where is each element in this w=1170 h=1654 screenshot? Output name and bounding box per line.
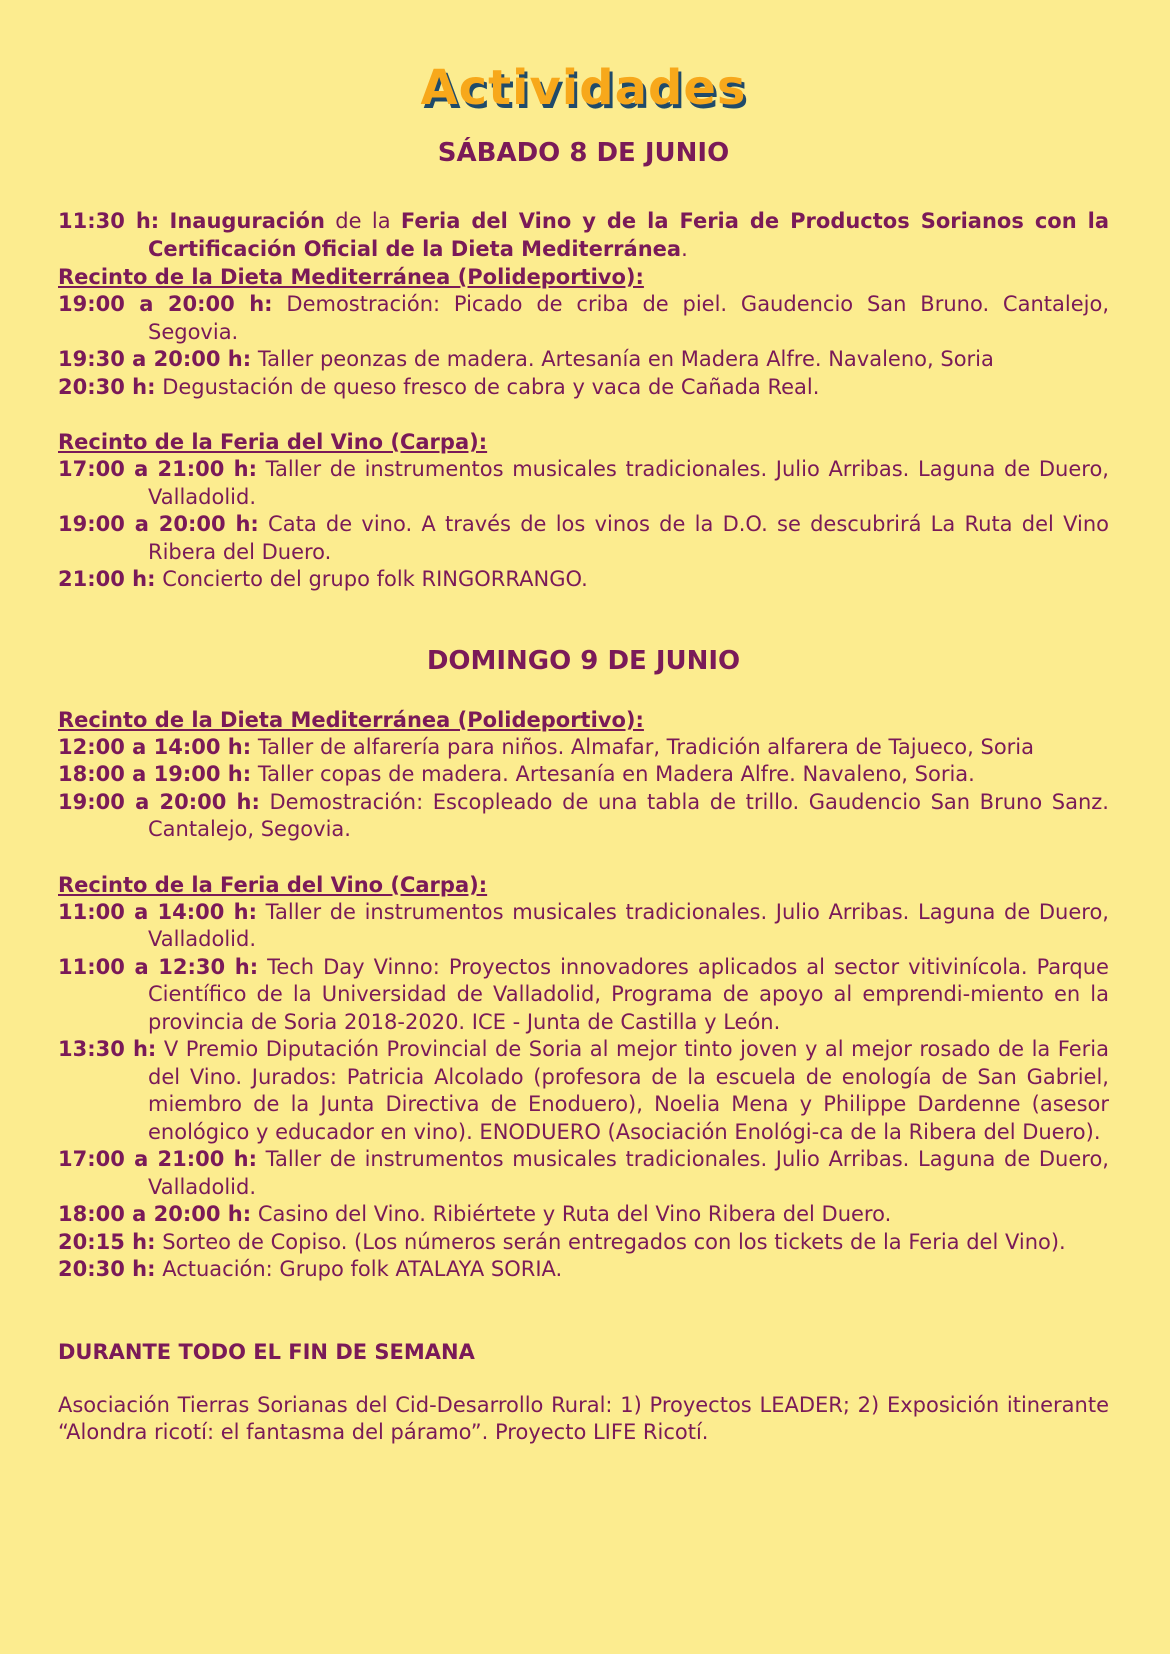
- schedule-entry: [58, 899, 1109, 954]
- entry-text: Casino del Vino. Ribiértete y Ruta del Vino Ribera del Duero.: [251, 1202, 892, 1226]
- entry-time: 19:00 a 20:00 h:: [58, 512, 259, 536]
- inauguration-label: Inauguración: [169, 209, 325, 233]
- entry-time: 17:00 a 21:00 h:: [58, 457, 258, 481]
- weekend-text: Asociación Tierras Sorianas del Cid-Desarrollo Rural: 1) Proyectos LEADER; 2) Exposición itinerante “Alondra ricotí: el fantasma del páramo”. Proyecto LIFE Ricotí.: [58, 1392, 1109, 1444]
- entry-text: V Premio Diputación Provincial de Soria al mejor tinto joven y al mejor rosado de la Feria del Vino. Jurados: Patricia Alcolado (profesora de la escuela de enología de San Gabriel, miembro de la Junta Directiva de Enoduero), Noelia Mena y Philippe Dardenne (asesor enológico y educador en vino). ENODUERO (Asociación Enológi-ca de la Ribera del Duero).: [148, 1037, 1109, 1144]
- schedule-entry: [58, 1229, 1109, 1257]
- schedule-entry: [58, 1036, 1109, 1146]
- entry-text: Taller de instrumentos musicales tradicionales. Julio Arribas. Laguna de Duero, Valladolid.: [148, 899, 1109, 951]
- saturday-dieta-section: [58, 263, 1109, 401]
- entry-text: Taller de alfarería para niños. Almafar, Tradición alfarera de Tajueco, Soria: [251, 734, 1035, 759]
- entry-time: 19:30 a 20:00 h:: [58, 347, 252, 371]
- entry-text: Concierto del grupo folk RINGORRANGO.: [155, 567, 588, 591]
- page-title: Actividades: [420, 60, 747, 116]
- entry-text: Taller copas de madera. Artesanía en Madera Alfre. Navaleno, Soria.: [251, 762, 975, 786]
- entry-text: .: [681, 236, 688, 261]
- weekend-heading: DURANTE TODO EL FIN DE SEMANA: [58, 1339, 475, 1364]
- fair-name: Feria del Vino y de la Feria de Productos Sorianos con la Certificación Oficial de la Dieta Mediterránea: [148, 209, 1109, 261]
- entry-time: 11:30 h:: [58, 209, 160, 233]
- entry-text: Tech Day Vinno: Proyectos innovadores aplicados al sector vitivinícola. Parque Científico de la Universidad de Valladolid, Programa de apoyo al emprendi-miento en la provincia de Soria 2018-2020. ICE - Junta de Castilla y León.: [148, 954, 1109, 1034]
- section-title: Recinto de la Feria del Vino (Carpa):: [58, 872, 488, 897]
- entry-text: Demostración: Picado de criba de piel. Gaudencio San Bruno. Cantalejo, Segovia.: [148, 292, 1109, 344]
- entry-time: 11:00 a 14:00 h:: [58, 899, 258, 924]
- sunday-dieta-section: [58, 706, 1109, 844]
- entry-text: Degustación de queso fresco de cabra y vaca de Cañada Real.: [155, 374, 820, 399]
- entry-text: Cata de vino. A través de los vinos de la D.O. se descubrirá La Ruta del Vino Ribera del Duero.: [148, 512, 1109, 564]
- saturday-vino-section: [58, 428, 1109, 594]
- section-title: Recinto de la Dieta Mediterránea (Polideportivo):: [58, 707, 644, 732]
- schedule-entry: [58, 761, 1109, 789]
- schedule-entry: [58, 1256, 1109, 1284]
- schedule-entry: [58, 511, 1109, 566]
- entry-time: 20:15 h:: [58, 1229, 156, 1254]
- schedule-entry: [58, 291, 1109, 346]
- entry-text: Taller de instrumentos musicales tradicionales. Julio Arribas. Laguna de Duero, Valladolid.: [148, 457, 1109, 509]
- entry-time: 20:30 h:: [58, 374, 156, 399]
- entry-text: de la: [324, 209, 401, 233]
- entry-text: Taller de instrumentos musicales tradicionales. Julio Arribas. Laguna de Duero, Valladolid.: [148, 1147, 1109, 1199]
- schedule-entry: [58, 346, 1109, 374]
- sunday-vino-section: [58, 871, 1109, 1284]
- entry-time: 19:00 a 20:00 h:: [58, 292, 273, 316]
- schedule-entry: [58, 789, 1109, 844]
- entry-text: Actuación: Grupo folk ATALAYA SORIA.: [155, 1257, 563, 1281]
- entry-time: 18:00 a 20:00 h:: [58, 1202, 252, 1226]
- entry-time: 13:30 h:: [58, 1037, 157, 1061]
- schedule-entry: [58, 954, 1109, 1037]
- schedule-entry: [58, 734, 1109, 762]
- entry-text: Sorteo de Copiso. (Los números serán entregados con los tickets de la Feria del Vino).: [155, 1229, 1066, 1254]
- entry-time: 20:30 h:: [58, 1257, 156, 1281]
- entry-time: 18:00 a 19:00 h:: [58, 762, 252, 786]
- section-title: Recinto de la Feria del Vino (Carpa):: [58, 430, 488, 454]
- schedule-entry: [58, 1201, 1109, 1229]
- schedule-entry: [58, 566, 1109, 594]
- saturday-heading: SÁBADO 8 DE JUNIO: [437, 138, 730, 168]
- entry-time: 11:00 a 12:30 h:: [58, 954, 259, 979]
- inauguration-entry: [58, 208, 1109, 263]
- schedule-entry: [58, 1146, 1109, 1201]
- schedule-entry: [58, 456, 1109, 511]
- schedule-entry: [58, 374, 1109, 402]
- sunday-heading: DOMINGO 9 DE JUNIO: [426, 645, 741, 676]
- section-title: Recinto de la Dieta Mediterránea (Polideportivo):: [58, 265, 644, 289]
- entry-text: Taller peonzas de madera. Artesanía en Madera Alfre. Navaleno, Soria: [251, 347, 994, 371]
- entry-time: 19:00 a 20:00 h:: [58, 789, 260, 814]
- entry-time: 17:00 a 21:00 h:: [58, 1147, 258, 1171]
- entry-time: 21:00 h:: [58, 567, 156, 591]
- entry-time: 12:00 a 14:00 h:: [58, 734, 252, 759]
- entry-text: Demostración: Escopleado de una tabla de trillo. Gaudencio San Bruno Sanz. Cantalejo, Segovia.: [148, 789, 1109, 841]
